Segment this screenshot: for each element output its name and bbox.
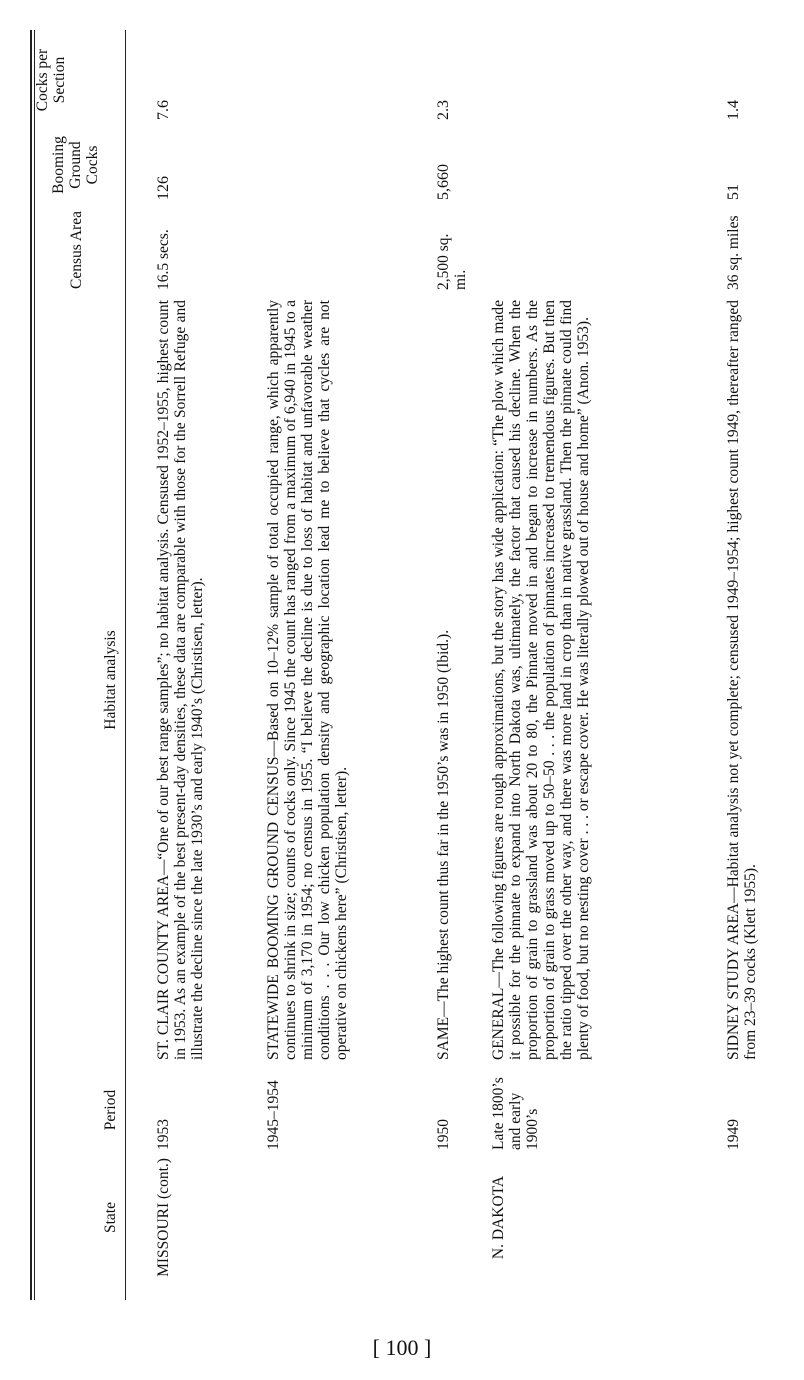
top-rule-1 (30, 30, 32, 1300)
header-cocks-per-section: Cocks per Section (34, 48, 68, 112)
row1-census-area: 16.5 secs. (155, 229, 172, 290)
header-period: Period (102, 1089, 119, 1131)
row4-state: N. DAKOTA (490, 1175, 507, 1260)
row4-habitat: GENERAL—The following figures are rough approximations, but the story has wide application: “The plow which made it possible for the pinnate to expand into North Dakota was, ultimately, the factor that caused his decline. When the proportion of grain to grassland was about 20 to 80, the Pinnate moved in and began to increase in numbers. As the proportion of grain to grass moved up to 50–50 . . . the population of pinnates increased to tremendous figures. But then the ratio tipped over the other way, and there was more land in crop than in native grassland. Then the pinnate could find plenty of food, but no nesting cover . . . or escape cover. He was literally plowed out of house and home” (Anon. 1953). (490, 300, 592, 1060)
row2-period: 1945–1954 (265, 1080, 282, 1150)
data-table (30, 30, 770, 1300)
header-habitat: Habitat analysis (102, 630, 119, 730)
row3-cocks: 2.3 (435, 100, 452, 120)
row3-census-area: 2,500 sq. mi. (435, 233, 469, 290)
row1-period: 1953 (155, 1119, 172, 1150)
row1-cocks: 7.6 (155, 100, 172, 120)
row3-booming: 5,660 (435, 164, 452, 200)
row3-habitat: SAME—The highest count thus far in the 1950’s was in 1950 (Ibid.). (435, 629, 452, 1060)
row1-state: MISSOURI (cont.) (155, 1158, 172, 1277)
header-booming-ground-cocks: Booming Ground Cocks (50, 136, 101, 194)
row5-period: 1949 (725, 1119, 742, 1150)
row3-period: 1950 (435, 1119, 452, 1150)
row2-habitat: STATEWIDE BOOMING GROUND CENSUS—Based on 10–12% sample of total occupied range, which apparently continues to shrink in size; counts of cocks only. Since 1945 the count has ranged from a maximum of 6,940 in 1945 to a minimum of 3,170 in 1954; no census in 1955. “I believe the decline is due to loss of habitat and unfavorable weather conditions . . . Our low chicken population density and geographic location lead me to believe that cycles are not operative on chickens here” (Christisen, letter). (265, 300, 350, 1060)
row1-habitat: ST. CLAIR COUNTY AREA—“One of our best range samples”; no habitat analysis. Censused 1952–1955, highest count in 1953. As an example of the best present-day densities, these data are comparable with those for the Sorrell Refuge and illustrate the decline since the late 1930’s and early 1940’s (Christisen, letter). (155, 300, 206, 1060)
row1-booming: 126 (155, 176, 172, 200)
row5-habitat: SIDNEY STUDY AREA—Habitat analysis not yet complete; censused 1949–1954; highest count 1949, thereafter ranged from 23–39 cocks (Klett 1955). (725, 300, 759, 1060)
rotated-table-page (0, 30, 770, 1330)
header-census-area: Census Area (68, 211, 85, 289)
row4-period: Late 1800’s and early 1900’s (490, 1077, 541, 1150)
header-rule (125, 30, 126, 1300)
top-rule-2 (34, 30, 35, 1300)
row5-booming: 51 (725, 184, 742, 200)
page-number: [ 100 ] (372, 1335, 432, 1360)
row5-cocks: 1.4 (725, 100, 742, 120)
row5-census-area: 36 sq. miles (725, 215, 742, 290)
header-state: State (102, 1202, 119, 1233)
